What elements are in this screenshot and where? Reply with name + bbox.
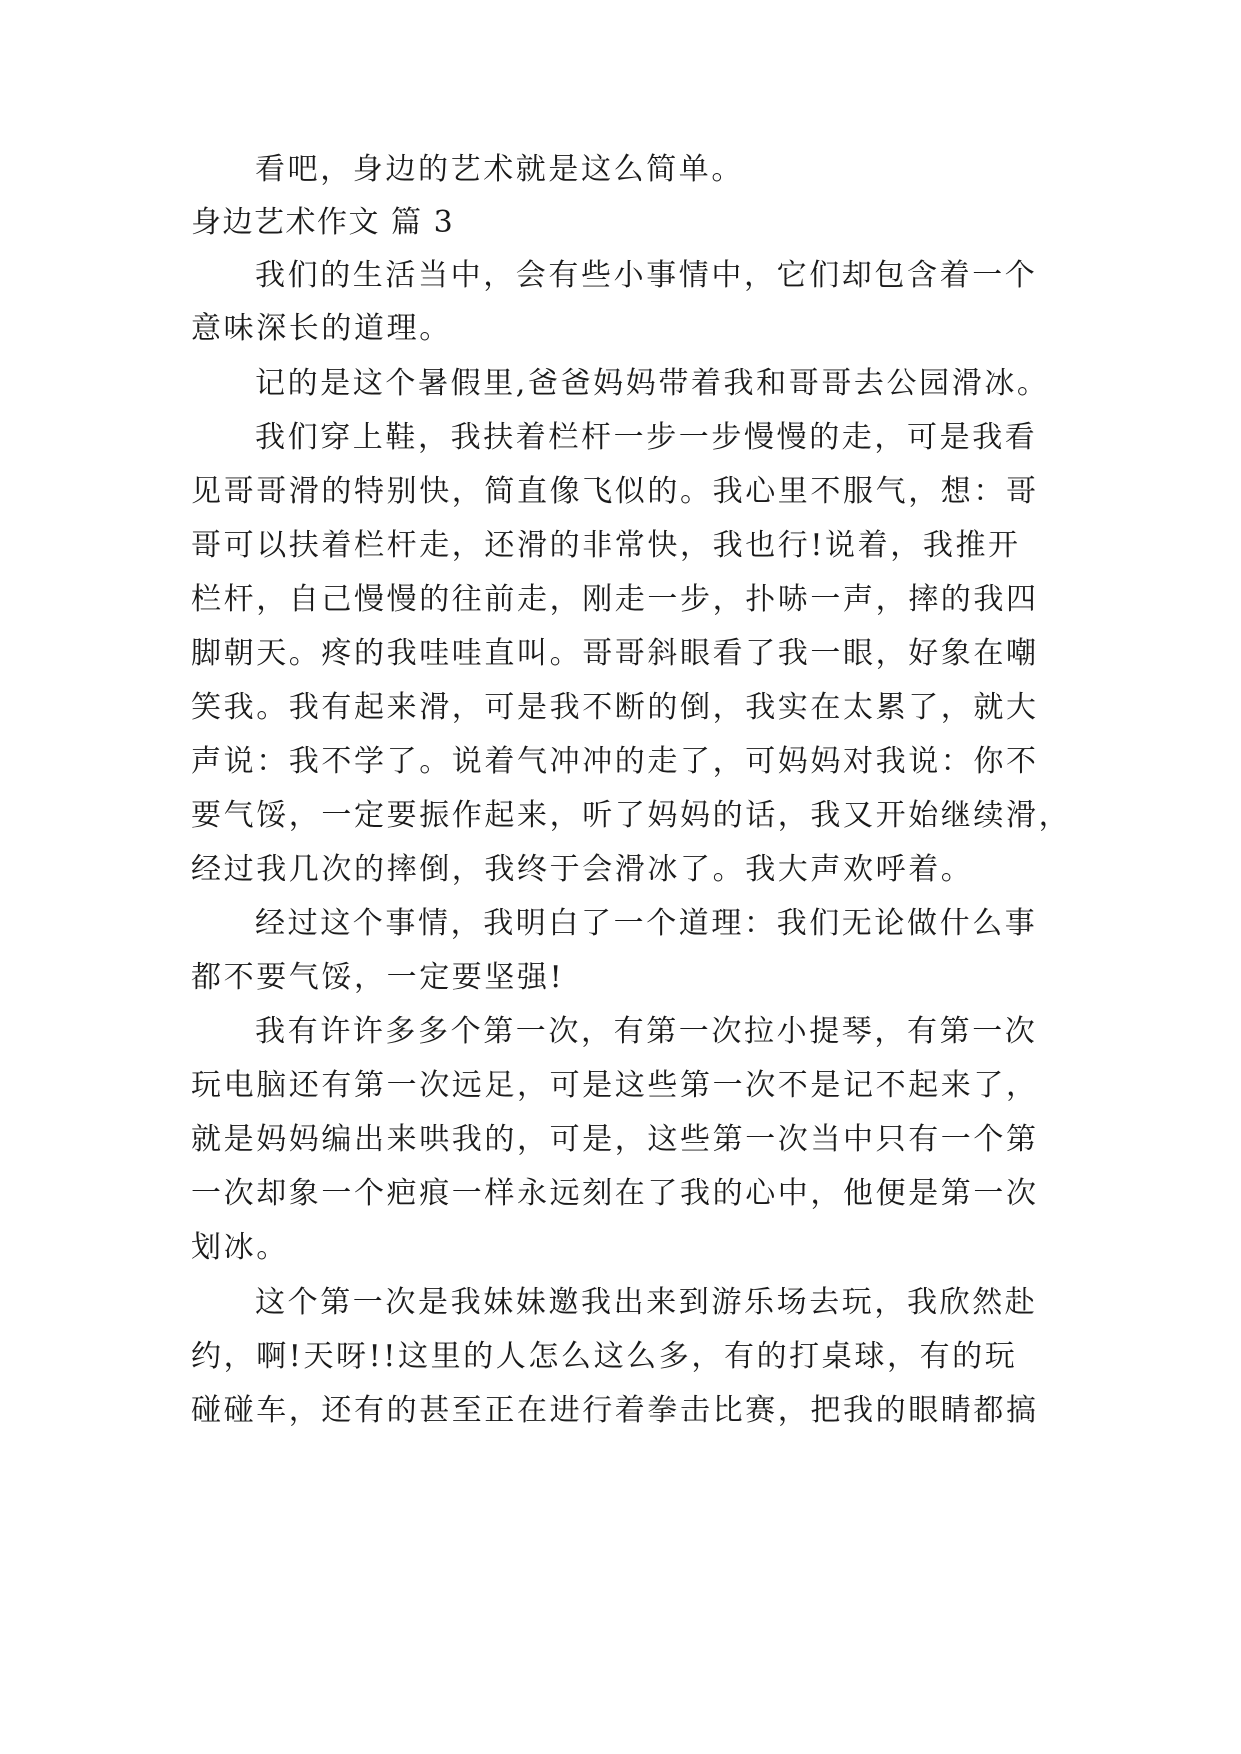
paragraph-line: 脚朝天。疼的我哇哇直叫。哥哥斜眼看了我一眼，好象在嘲 <box>191 636 1039 671</box>
paragraph-line: 要气馁，一定要振作起来，听了妈妈的话，我又开始继续滑， <box>191 798 1072 833</box>
paragraph-line: 约，啊!天呀!!这里的人怎么这么多，有的打桌球，有的玩 <box>191 1339 1018 1374</box>
paragraph-line: 一次却象一个疤痕一样永远刻在了我的心中，他便是第一次 <box>191 1176 1039 1211</box>
paragraph-line: 就是妈妈编出来哄我的，可是，这些第一次当中只有一个第 <box>191 1122 1039 1157</box>
paragraph-line: 经过我几次的摔倒，我终于会滑冰了。我大声欢呼着。 <box>191 852 974 887</box>
paragraph-line: 都不要气馁，一定要坚强! <box>191 960 565 995</box>
paragraph-line: 经过这个事情，我明白了一个道理：我们无论做什么事 <box>255 906 1038 941</box>
paragraph-line: 我有许许多多个第一次，有第一次拉小提琴，有第一次 <box>255 1014 1038 1049</box>
paragraph-line: 玩电脑还有第一次远足，可是这些第一次不是记不起来了， <box>191 1068 1039 1103</box>
paragraph-line: 哥可以扶着栏杆走，还滑的非常快，我也行!说着，我推开 <box>191 528 1021 563</box>
paragraph-line: 记的是这个暑假里,爸爸妈妈带着我和哥哥去公园滑冰。 <box>255 366 1050 401</box>
paragraph-line: 笑我。我有起来滑，可是我不断的倒，我实在太累了，就大 <box>191 690 1039 725</box>
paragraph-line: 我们穿上鞋，我扶着栏杆一步一步慢慢的走，可是我看 <box>255 420 1038 455</box>
paragraph-line: 栏杆，自己慢慢的往前走，刚走一步，扑哧一声，摔的我四 <box>191 582 1039 617</box>
paragraph-line: 声说：我不学了。说着气冲冲的走了，可妈妈对我说：你不 <box>191 744 1039 779</box>
paragraph-line: 见哥哥滑的特别快，简直像飞似的。我心里不服气，想：哥 <box>191 474 1039 509</box>
section-heading: 身边艺术作文 篇 3 <box>191 205 455 240</box>
paragraph-line: 看吧，身边的艺术就是这么简单。 <box>255 152 744 187</box>
paragraph-line: 我们的生活当中，会有些小事情中，它们却包含着一个 <box>255 258 1038 293</box>
paragraph-line: 意味深长的道理。 <box>191 311 452 346</box>
paragraph-line: 这个第一次是我妹妹邀我出来到游乐场去玩，我欣然赴 <box>255 1285 1038 1320</box>
paragraph-line: 划冰。 <box>191 1230 289 1265</box>
paragraph-line: 碰碰车，还有的甚至正在进行着拳击比赛，把我的眼睛都搞 <box>191 1393 1039 1428</box>
